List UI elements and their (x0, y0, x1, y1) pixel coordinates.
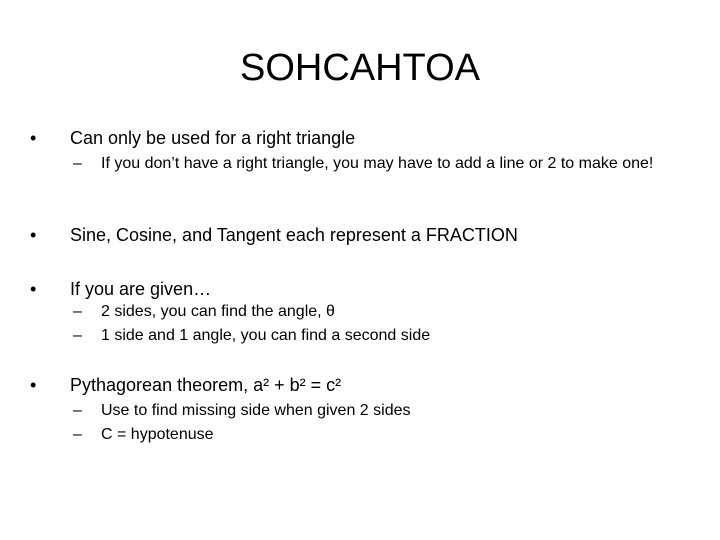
bullet-marker: • (30, 279, 37, 299)
dash-marker: – (73, 327, 82, 344)
dash-marker: – (73, 402, 82, 419)
bullet-text: Pythagorean theorem, a² + b² = c² (70, 375, 342, 395)
bullet-marker: • (30, 128, 37, 148)
bullet-text: Sine, Cosine, and Tangent each represent a FRACTION (70, 225, 518, 245)
sub-bullet-text: 1 side and 1 angle, you can find a second side (101, 327, 431, 344)
bullet-text: If you are given… (70, 279, 212, 299)
bullet-marker: • (30, 225, 37, 245)
dash-marker: – (73, 155, 82, 172)
bullet-item (30, 373, 670, 397)
sub-bullet-text: C = hypotenuse (101, 426, 214, 443)
bullet-item (30, 126, 670, 150)
sub-bullet-item (73, 326, 658, 346)
bullet-marker: • (30, 375, 37, 395)
sub-bullet-item (73, 154, 658, 174)
sub-bullet-text: 2 sides, you can find the angle, θ (101, 303, 335, 320)
dash-marker: – (73, 426, 82, 443)
slide-title: SOHCAHTOA (239, 47, 480, 89)
sub-bullet-text: If you don’t have a right triangle, you may have to add a line or 2 to make one! (101, 155, 654, 172)
dash-marker: – (73, 303, 82, 320)
bullet-item (30, 223, 670, 247)
sub-bullet-item (73, 401, 658, 421)
bullet-item (30, 277, 670, 301)
sub-bullet-text: Use to find missing side when given 2 sides (101, 402, 411, 419)
sub-bullet-item (73, 302, 658, 322)
bullet-text: Can only be used for a right triangle (70, 128, 356, 148)
sub-bullet-item (73, 425, 658, 445)
